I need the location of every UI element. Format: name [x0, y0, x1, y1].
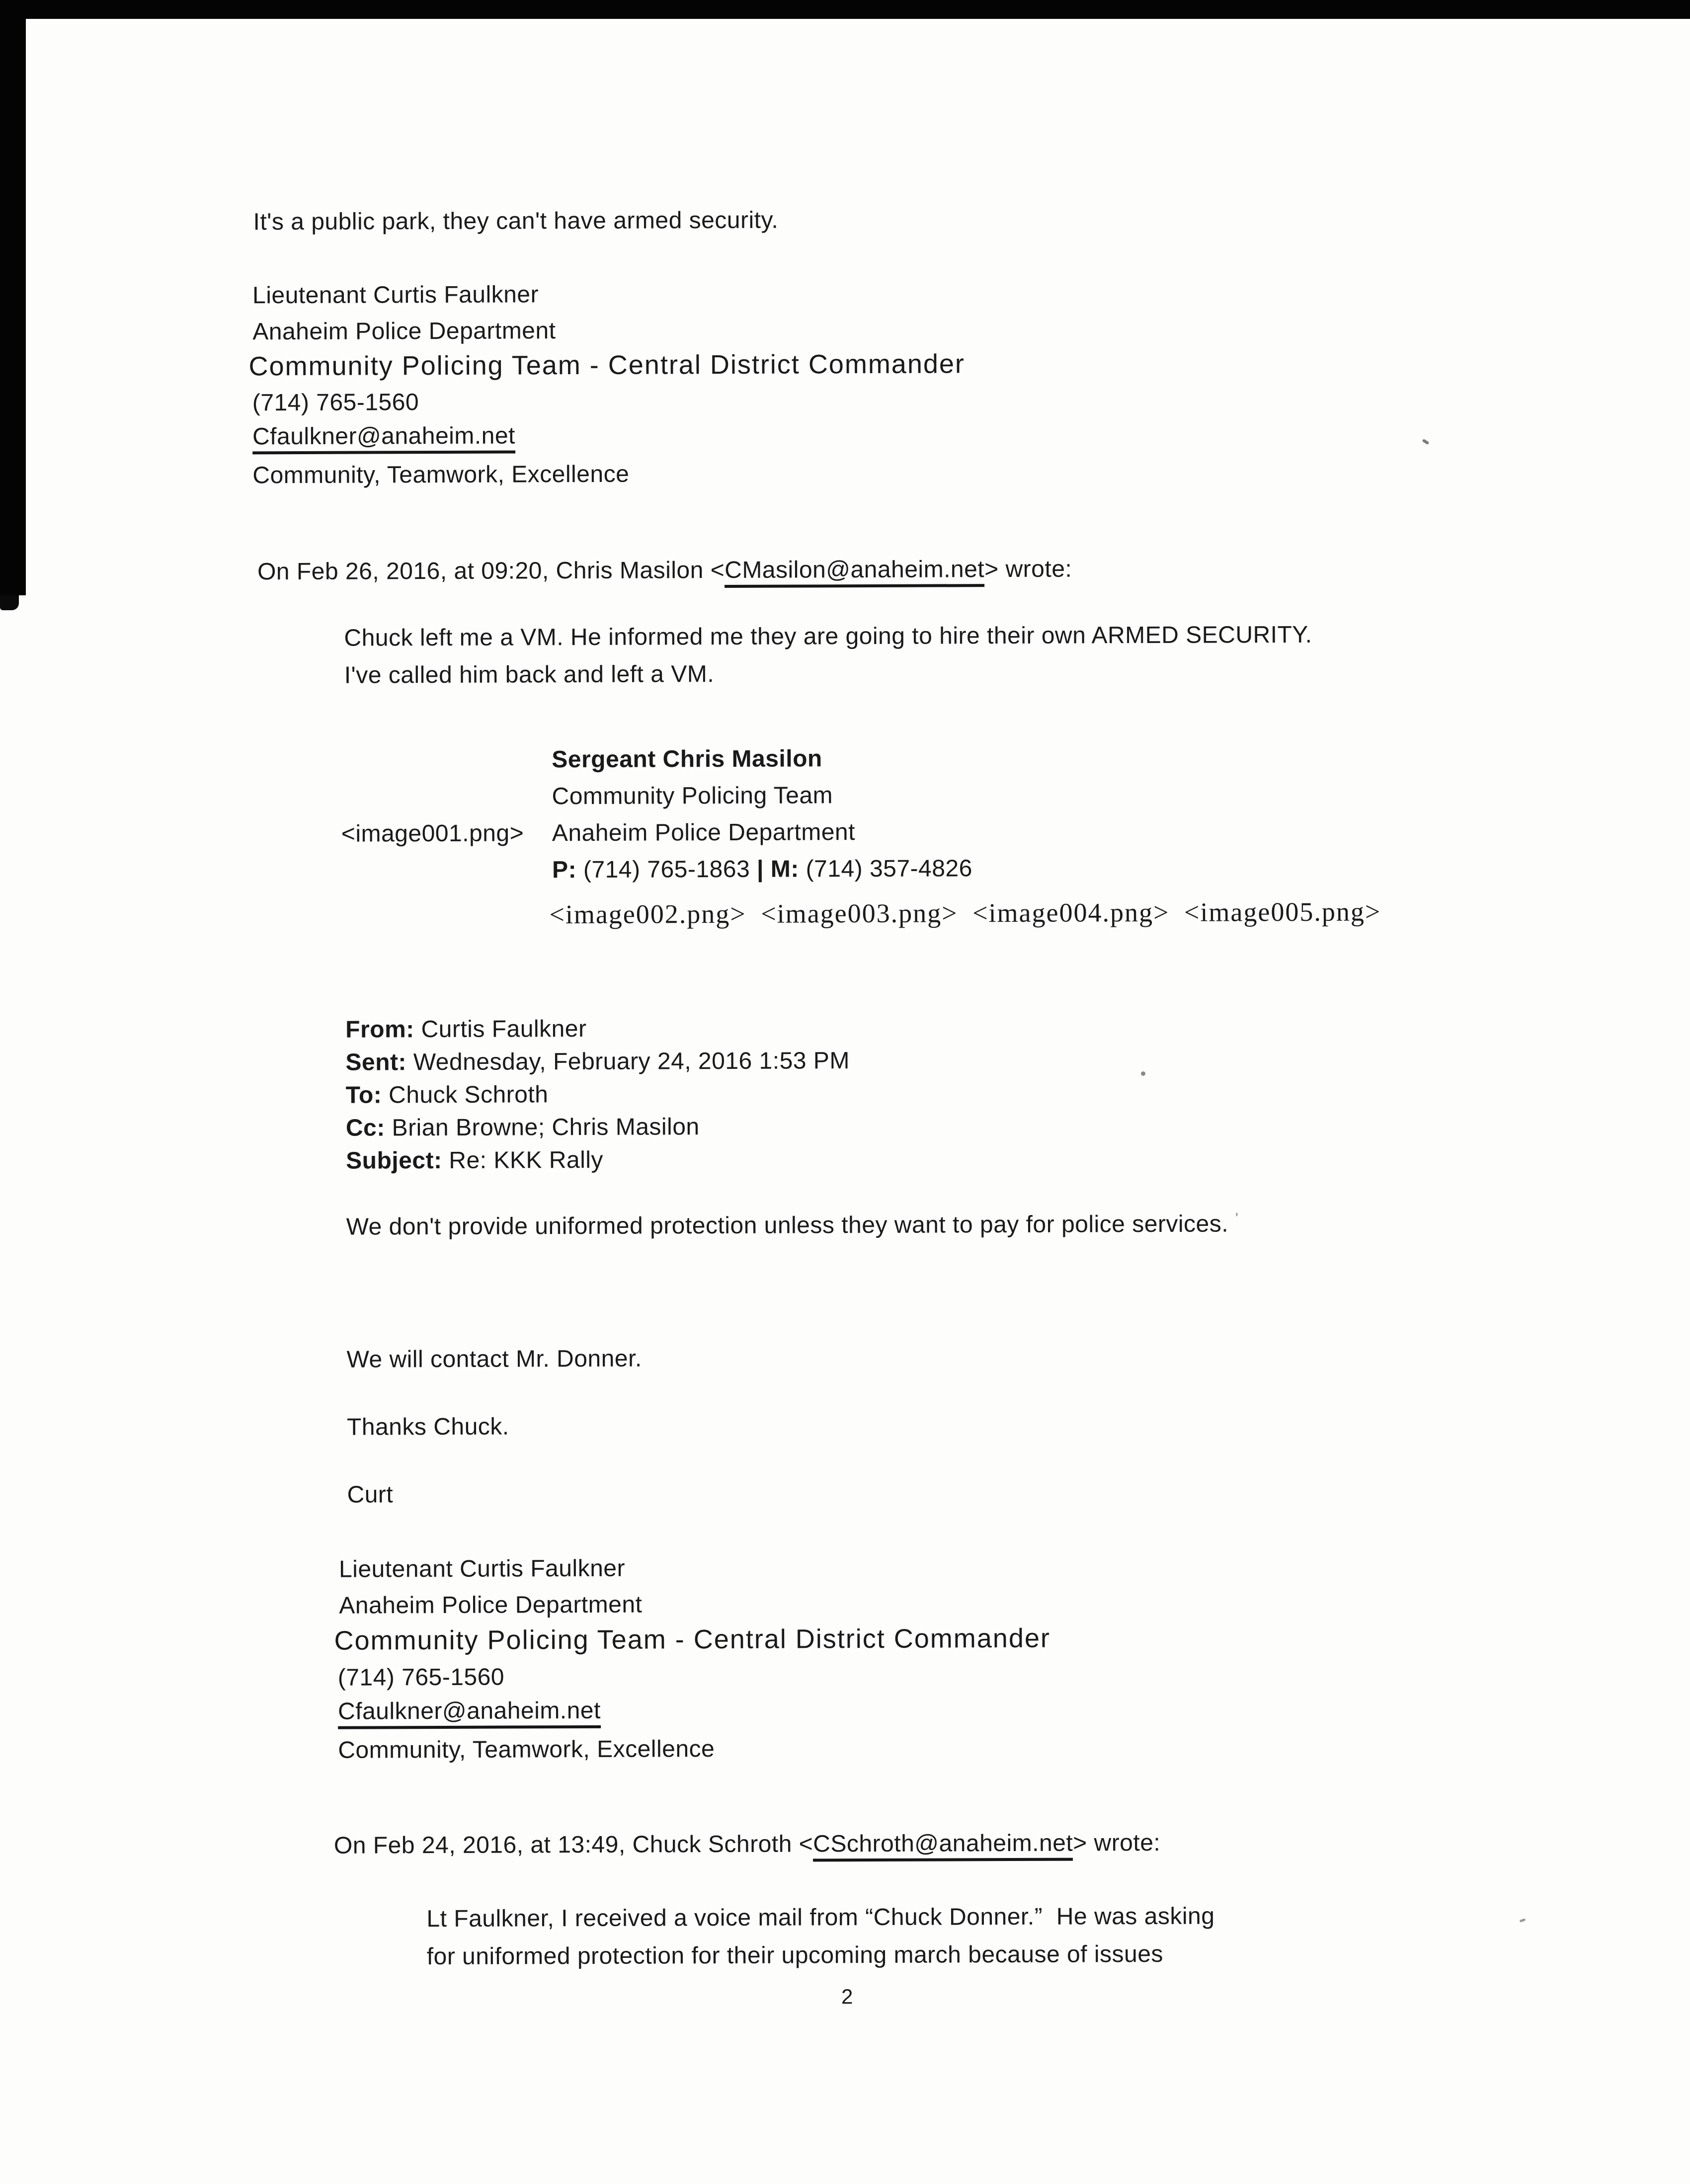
body-line-signoff: Curt	[347, 1481, 394, 1508]
phone-value-m: (714) 357-4826	[799, 855, 972, 883]
header-to-value: Chuck Schroth	[382, 1081, 549, 1109]
sig-top-phone: (714) 765-1560	[252, 389, 419, 416]
quote-feb26-body-line2: I've called him back and left a VM.	[344, 661, 715, 689]
header-cc-label: Cc:	[345, 1115, 385, 1141]
sig-masilon-name: Sergeant Chris Masilon	[552, 745, 822, 773]
quote-feb24-header-post: > wrote:	[1073, 1829, 1161, 1857]
sig-top-dept: Anaheim Police Department	[252, 318, 556, 345]
quote-feb24-body-line2: for uniformed protection for their upcoming march because of issues	[426, 1941, 1164, 1970]
body-line-services-text: We don't provide uniformed protection unless they want to pay for police services.	[346, 1211, 1229, 1240]
phone-value-p: (714) 765-1863	[576, 856, 757, 884]
sig-masilon-phone	[552, 855, 972, 884]
sig-masilon-image001-tag: <image001.png>	[341, 820, 524, 847]
header-from-label: From:	[345, 1016, 414, 1043]
header-sent-label: Sent:	[345, 1049, 407, 1076]
quote-feb26-header-pre: On Feb 26, 2016, at 09:20, Chris Masilon <	[257, 557, 725, 585]
sig-masilon-dept: Anaheim Police Department	[552, 819, 856, 847]
header-sent-value: Wednesday, February 24, 2016 1:53 PM	[406, 1048, 850, 1076]
page-number: 2	[841, 1985, 853, 2009]
header-field-cc	[346, 1114, 700, 1141]
quote-feb24-header-pre: On Feb 24, 2016, at 13:49, Chuck Schroth <	[333, 1831, 813, 1859]
header-field-subject	[346, 1147, 603, 1175]
phone-separator: |	[756, 856, 764, 883]
sig-top-name: Lieutenant Curtis Faulkner	[252, 281, 539, 309]
quote-feb24-body-line1: Lt Faulkner, I received a voice mail from “Chuck Donner.” He was asking	[426, 1903, 1215, 1933]
sig-top-motto: Community, Teamwork, Excellence	[252, 461, 630, 489]
header-field-sent	[345, 1048, 850, 1076]
body-line-thanks: Thanks Chuck.	[346, 1413, 509, 1441]
phone-label-m: M:	[763, 856, 799, 883]
quote-feb26-body-line1: Chuck left me a VM. He informed me they are going to hire their own ARMED SECURITY.	[344, 621, 1312, 651]
sig-bottom-motto: Community, Teamwork, Excellence	[338, 1736, 715, 1764]
opening-line: It's a public park, they can't have armed security.	[253, 207, 779, 236]
quote-feb26-header	[257, 556, 1072, 585]
header-from-value: Curtis Faulkner	[414, 1015, 587, 1043]
sig-bottom-title: Community Policing Team - Central District Commander	[334, 1623, 1051, 1656]
sig-bottom-phone: (714) 765-1560	[337, 1664, 505, 1691]
phone-label-p: P:	[552, 857, 577, 884]
header-field-from	[345, 1016, 586, 1043]
sig-masilon-images-row: <image002.png> <image003.png> <image004.png> <image005.png>	[549, 896, 1381, 930]
quote-feb24-email-link: CSchroth@anaheim.net	[813, 1830, 1073, 1862]
sig-top-title: Community Policing Team - Central District Commander	[248, 349, 966, 382]
body-line-services	[346, 1210, 1239, 1240]
sig-masilon-team: Community Policing Team	[552, 782, 833, 810]
quote-feb24-header	[334, 1830, 1161, 1860]
scan-artifact-top-bar	[0, 0, 1690, 19]
quote-feb26-email-link: CMasilon@anaheim.net	[724, 556, 984, 588]
header-cc-value: Brian Browne; Chris Masilon	[385, 1114, 700, 1141]
sig-bottom-name: Lieutenant Curtis Faulkner	[338, 1555, 626, 1583]
scan-artifact-left-bar	[0, 0, 26, 595]
scan-artifact-speck	[1141, 1071, 1145, 1076]
header-field-to	[346, 1081, 549, 1109]
sig-top-email	[252, 422, 515, 450]
header-to-label: To:	[345, 1082, 382, 1109]
scan-artifact-left-bar-tip	[0, 595, 19, 610]
scan-mark-apostrophe: '	[1235, 1210, 1239, 1227]
header-subject-label: Subject:	[346, 1147, 442, 1174]
sig-top-email-underlined: Cfaulkner@anaheim.net	[252, 422, 515, 454]
body-line-contact: We will contact Mr. Donner.	[346, 1345, 642, 1373]
sig-bottom-email	[338, 1698, 601, 1725]
sig-bottom-email-underlined: Cfaulkner@anaheim.net	[338, 1698, 601, 1729]
quote-feb26-header-post: > wrote:	[984, 556, 1072, 583]
sig-bottom-dept: Anaheim Police Department	[339, 1591, 643, 1619]
header-subject-value: Re: KKK Rally	[442, 1146, 604, 1174]
